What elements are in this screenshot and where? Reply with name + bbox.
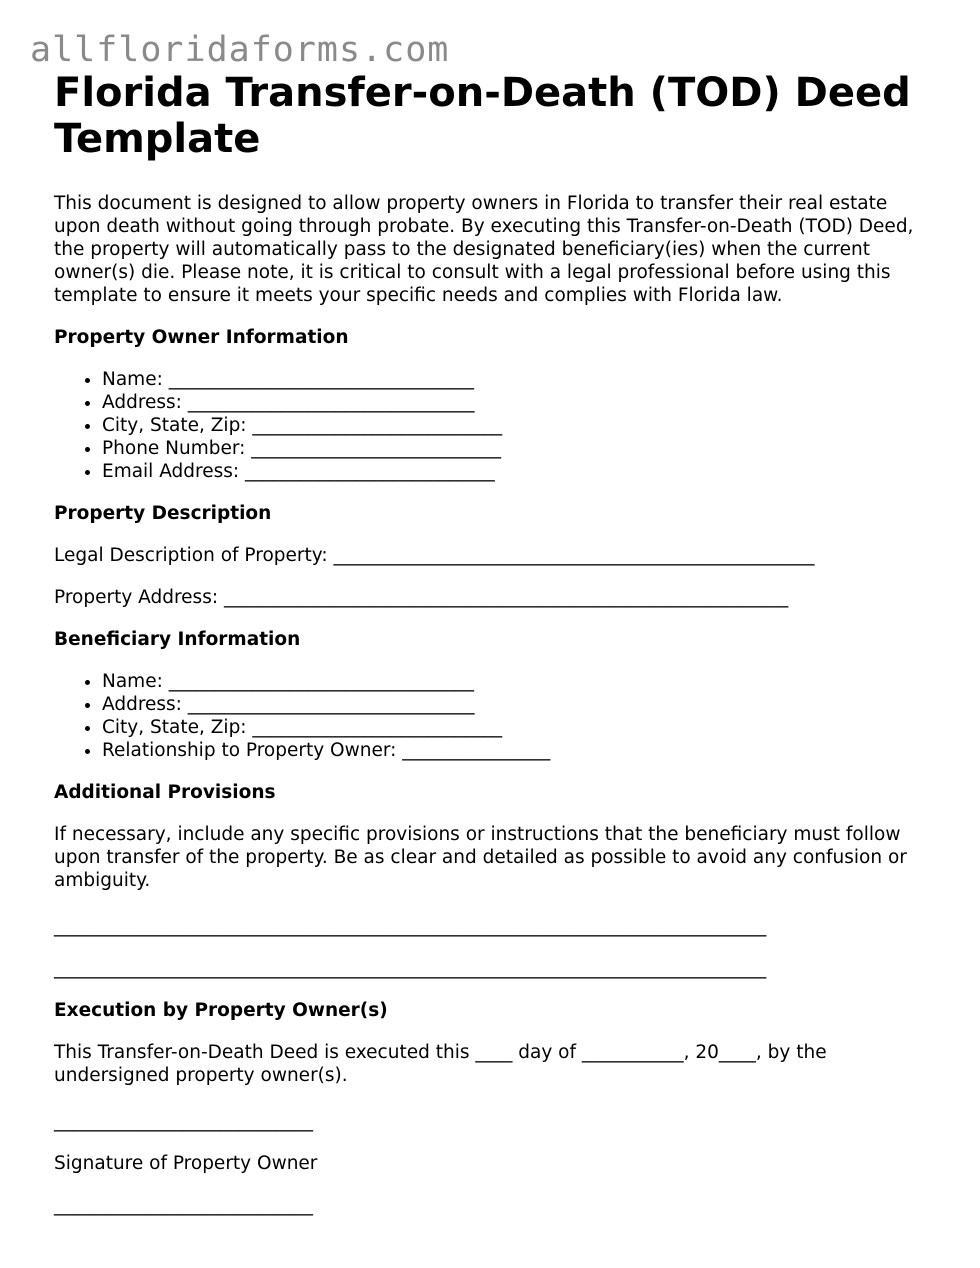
- owner-heading: Property Owner Information: [54, 327, 349, 348]
- owner-address-field[interactable]: • Address: _______________________________: [102, 391, 934, 414]
- legal-description-field[interactable]: Legal Description of Property: ____________________________________________________: [54, 545, 815, 566]
- signature-line-1[interactable]: ____________________________: [54, 1111, 313, 1132]
- document-page: [54, 70, 934, 1217]
- intro-paragraph: This document is designed to allow property owners in Florida to transfer their real estate upon death without going through probate. By executing this Transfer-on-Death (TOD) Deed, the property will automatically pass to the designated beneficiary(ies) when the current owner(s) die. Please note, it is critical to consult with a legal professional before using this template to ensure it meets your specific needs and complies with Florida law.: [54, 193, 914, 306]
- beneficiary-city-field[interactable]: • City, State, Zip: ___________________________: [102, 716, 934, 739]
- beneficiary-list: [54, 670, 934, 762]
- execution-text: This Transfer-on-Death Deed is executed this ____ day of ___________, 20____, by the undersigned property owner(s).: [54, 1042, 827, 1086]
- beneficiary-name-field[interactable]: • Name: _________________________________: [102, 670, 934, 693]
- owner-name-field[interactable]: • Name: _________________________________: [102, 368, 934, 391]
- owner-phone-field[interactable]: • Phone Number: ___________________________: [102, 437, 934, 460]
- signature-line-2[interactable]: ____________________________: [54, 1195, 313, 1216]
- beneficiary-address-field[interactable]: • Address: _______________________________: [102, 693, 934, 716]
- provisions-line-1[interactable]: _____________________________________________________________________________: [54, 916, 767, 937]
- watermark: allfloridaforms.com: [30, 30, 450, 70]
- provisions-heading: Additional Provisions: [54, 782, 276, 803]
- signature-label: Signature of Property Owner: [54, 1153, 318, 1174]
- property-heading: Property Description: [54, 503, 272, 524]
- page-title: Florida Transfer-on-Death (TOD) Deed Template: [54, 70, 911, 162]
- beneficiary-relationship-field[interactable]: • Relationship to Property Owner: ________________: [102, 739, 934, 762]
- owner-city-field[interactable]: • City, State, Zip: ___________________________: [102, 414, 934, 437]
- property-address-field[interactable]: Property Address: _____________________________________________________________: [54, 587, 789, 608]
- provisions-text: If necessary, include any specific provisions or instructions that the beneficiary must follow upon transfer of the property. Be as clear and detailed as possible to avoid any confusion or ambiguity.: [54, 824, 907, 891]
- owner-list: [54, 368, 934, 483]
- provisions-line-2[interactable]: _____________________________________________________________________________: [54, 958, 767, 979]
- execution-heading: Execution by Property Owner(s): [54, 1000, 388, 1021]
- beneficiary-heading: Beneficiary Information: [54, 629, 301, 650]
- owner-email-field[interactable]: • Email Address: ___________________________: [102, 460, 934, 483]
